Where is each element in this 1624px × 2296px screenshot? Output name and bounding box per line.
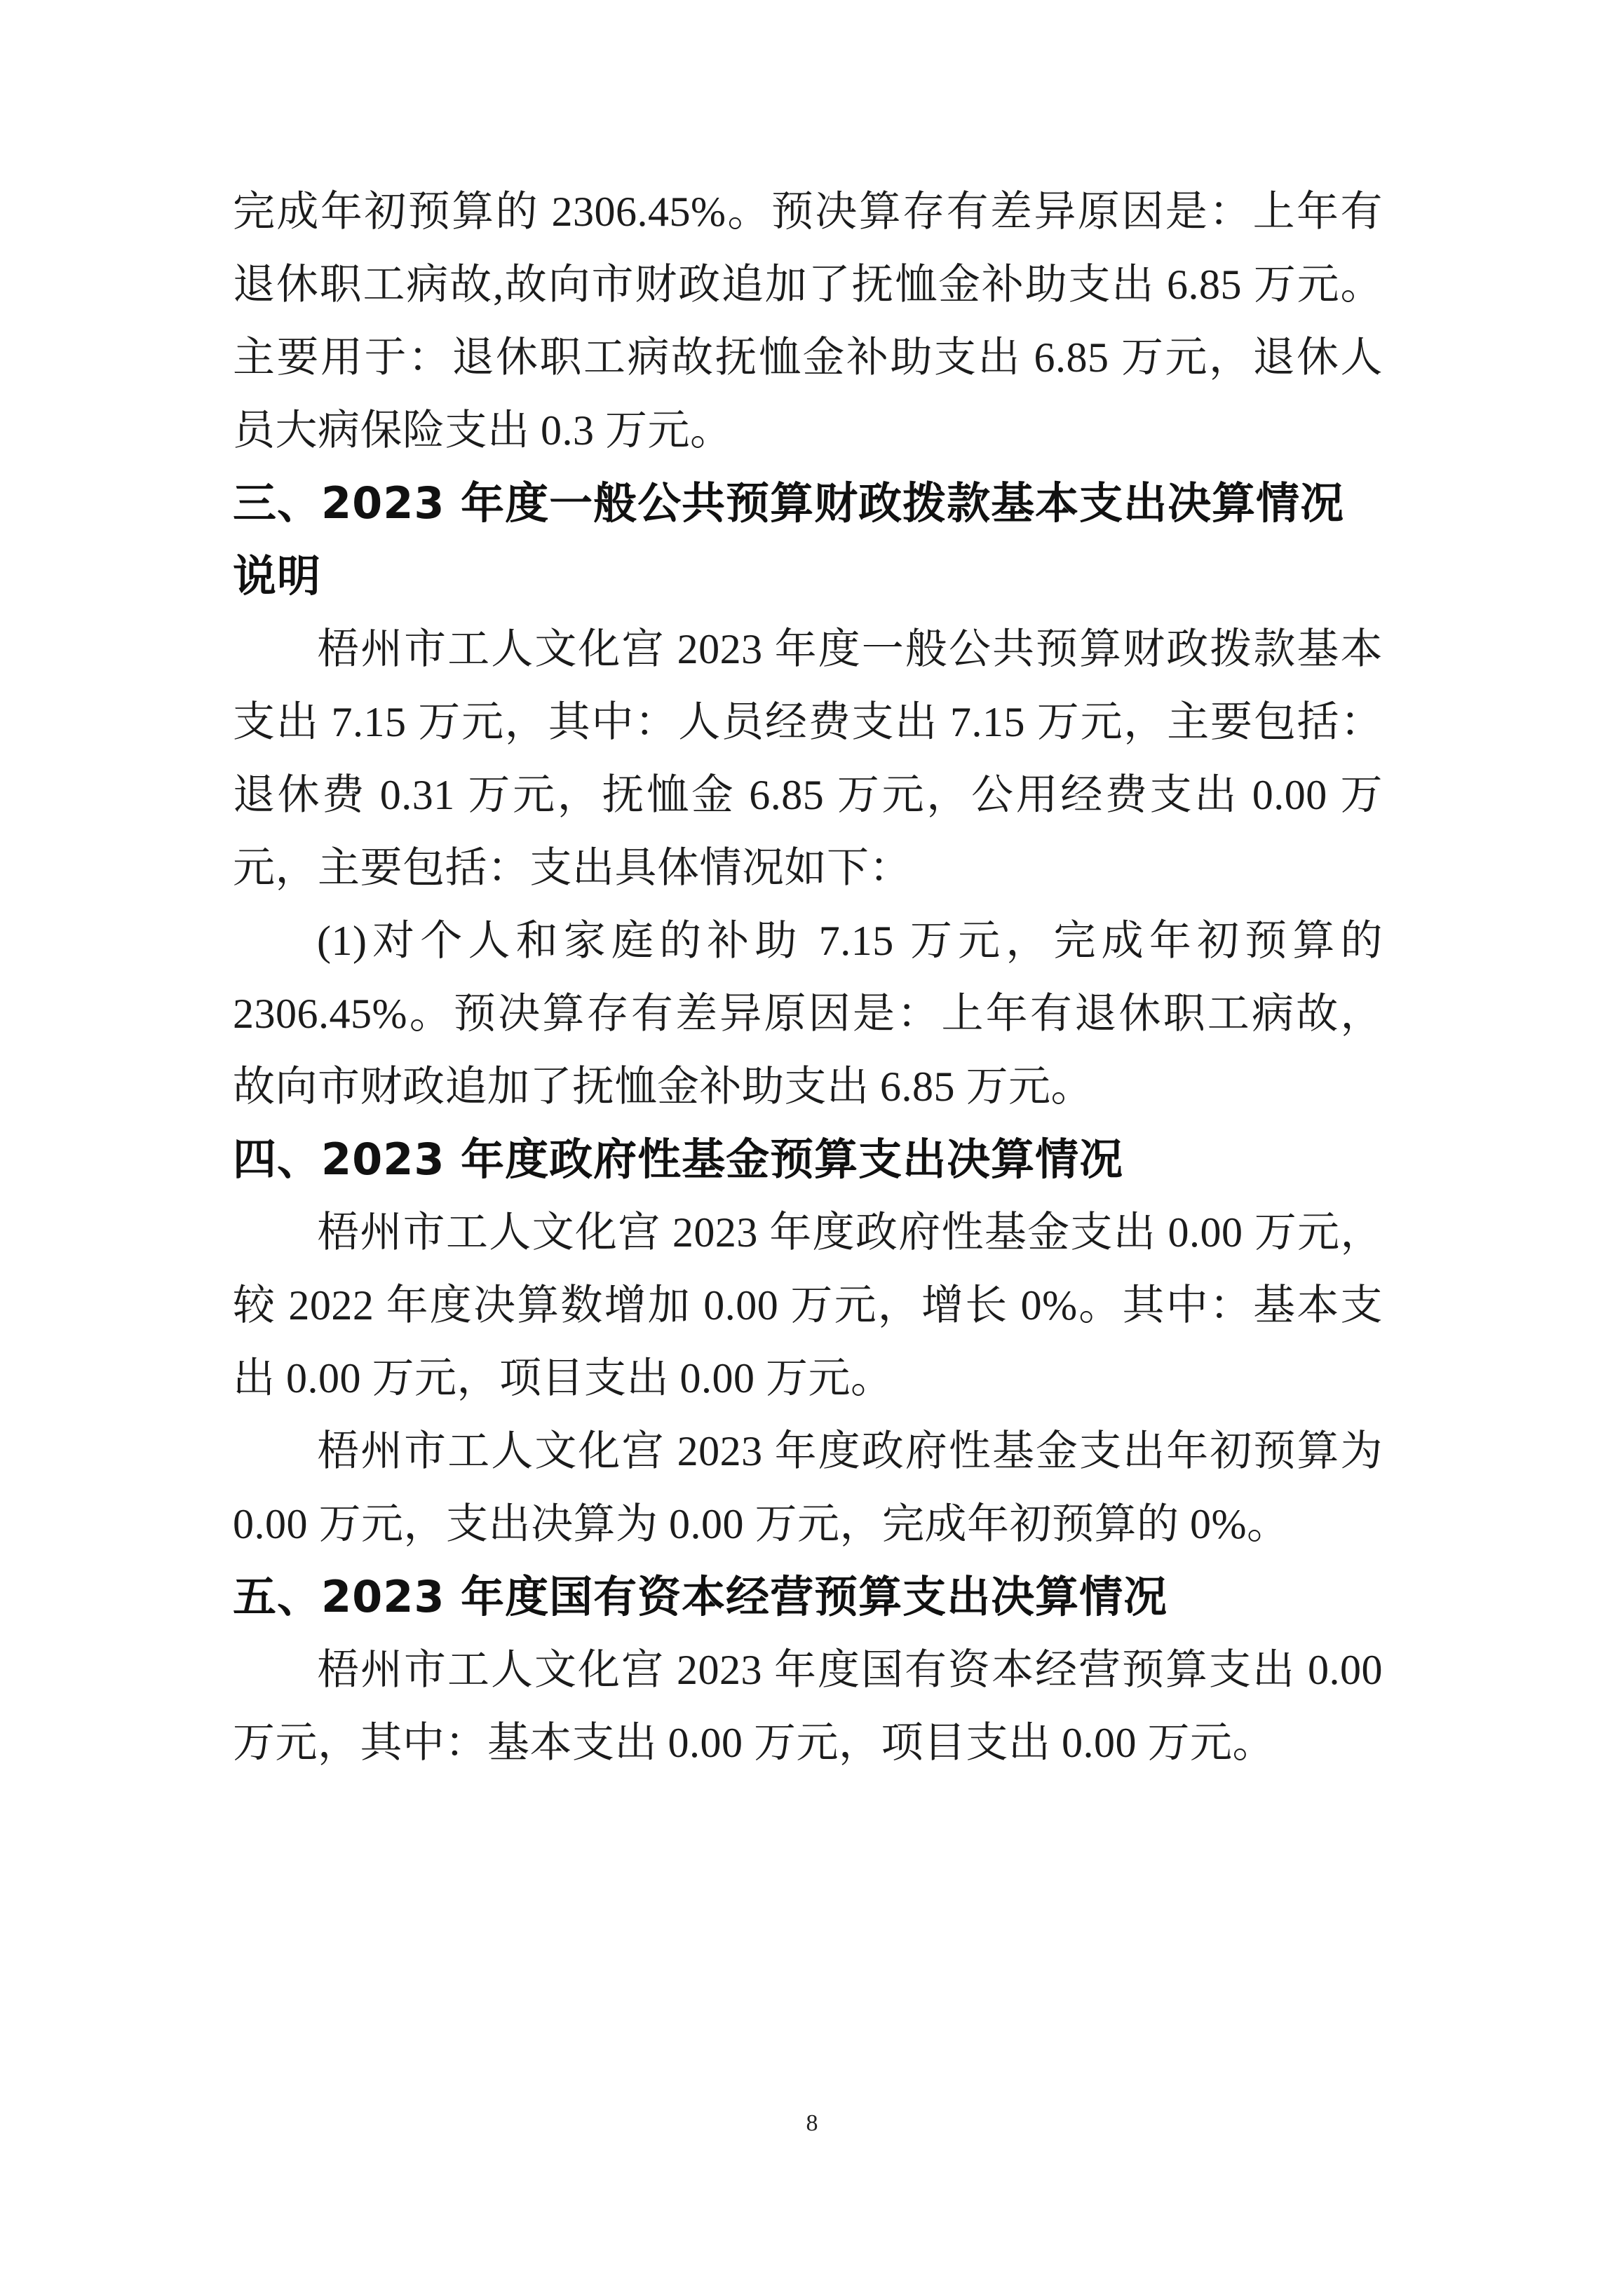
paragraph-text: 完成年初预算的 2306.45%。预决算存有差异原因是：上年有退休职工病故,故向市财政追加了抚恤金补助支出 6.85 万元。主要用于：退休职工病故抚恤金补助支出 6.85 万元，退休人员大病保险支出 0.3 万元。 [233,189,1383,454]
paragraph-block [233,904,1383,1123]
section-heading-five: 五、2023 年度国有资本经营预算支出决算情况 [233,1571,1168,1622]
page-number: 8 [806,2110,818,2136]
paragraph-block [233,175,1383,467]
paragraph-block [233,1415,1383,1561]
heading-block [233,467,1383,613]
paragraph-text: (1)对个人和家庭的补助 7.15 万元，完成年初预算的 2306.45%。预决算存有差异原因是：上年有退休职工病故，故向市财政追加了抚恤金补助支出 6.85 万元。 [233,918,1383,1110]
section-heading-four: 四、2023 年度政府性基金预算支出决算情况 [233,1134,1124,1185]
section-heading-three: 三、2023 年度一般公共预算财政拨款基本支出决算情况说明 [233,477,1345,602]
heading-block [233,1123,1383,1196]
paragraph-text: 梧州市工人文化宫 2023 年度政府性基金支出 0.00 万元，较 2022 年度决算数增加 0.00 万元，增长 0%。其中：基本支出 0.00 万元，项目支出 0.00 万元。 [233,1209,1383,1401]
paragraph-text: 梧州市工人文化宫 2023 年度一般公共预算财政拨款基本支出 7.15 万元，其中：人员经费支出 7.15 万元，主要包括：退休费 0.31 万元，抚恤金 6.85 万元，公用经费支出 0.00 万元，主要包括：支出具体情况如下： [233,626,1383,891]
paragraph-block [233,1196,1383,1415]
paragraph-block [233,1633,1383,1779]
paragraph-block [233,613,1383,904]
paragraph-text: 梧州市工人文化宫 2023 年度国有资本经营预算支出 0.00 万元，其中：基本支出 0.00 万元，项目支出 0.00 万元。 [233,1647,1383,1766]
heading-block [233,1561,1383,1633]
page-content [233,175,1383,1779]
paragraph-text: 梧州市工人文化宫 2023 年度政府性基金支出年初预算为 0.00 万元，支出决算为 0.00 万元，完成年初预算的 0%。 [233,1428,1383,1547]
